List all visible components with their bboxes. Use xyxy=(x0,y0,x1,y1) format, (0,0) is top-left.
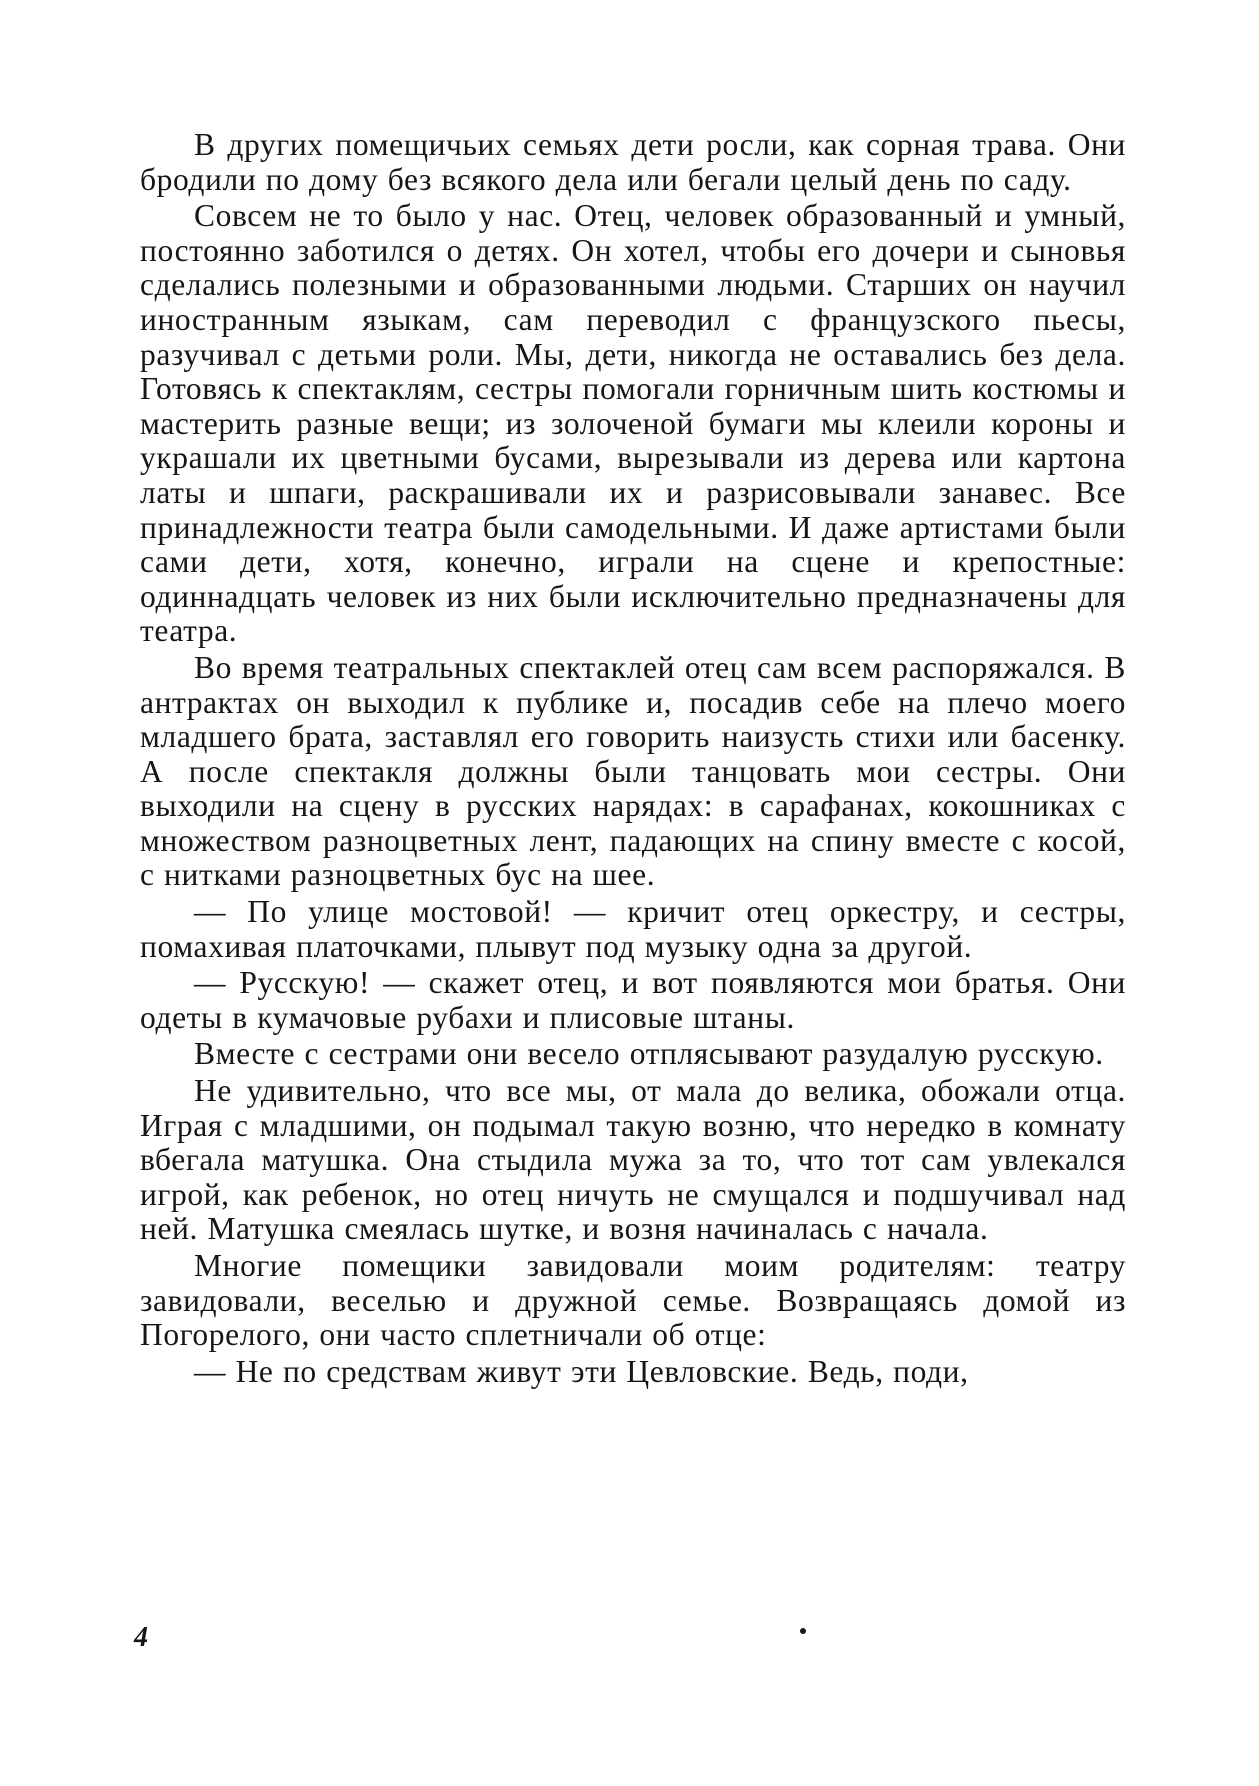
paragraph: — Не по средствам живут эти Цевловские. Ведь, поди, xyxy=(194,1353,969,1389)
paragraph: Совсем не то было у нас. Отец, человек образованный и умный, постоянно заботился о детях. Он хотел, чтобы его дочери и сыновья сделались полезными и образованными людьми. Старших он научил иностранным языкам, сам переводил с французского пьесы, разучивал с детьми роли. Мы, дети, никогда не оставались без дела. Готовясь к спектаклям, сестры помогали горничным шить костюмы и мастерить разные вещи; из золоченой бумаги мы клеили короны и украшали их цветными бусами, вырезывали из дерева или картона латы и шпаги, раскрашивали их и разрисовывали занавес. Все принадлежности театра были самодельными. И даже артистами были сами дети, хотя, конечно, играли на сцене и крепостные: одиннадцать человек из них были исключительно предназначены для театра. xyxy=(140,198,1126,649)
page-number: 4 xyxy=(134,1622,148,1653)
ink-dot xyxy=(800,1628,806,1634)
paragraph: — Русскую! — скажет отец, и вот появляются мои братья. Они одеты в кумачовые рубахи и плисовые штаны. xyxy=(140,965,1126,1035)
paragraph: Многие помещики завидовали моим родителям: театру завидовали, веселью и дружной семье. Возвращаясь домой из Погорелого, они часто сплетничали об отце: xyxy=(140,1248,1126,1353)
paragraph: Не удивительно, что все мы, от мала до велика, обожали отца. Играя с младшими, он подымал такую возню, что нередко в комнату вбегала матушка. Она стыдила мужа за то, что тот сам увлекался игрой, как ребенок, но отец ничуть не смущался и подшучивал над ней. Матушка смеялась шутке, и возня начиналась с начала. xyxy=(140,1073,1126,1247)
paragraph: Вместе с сестрами они весело отплясывают разудалую русскую. xyxy=(194,1036,1104,1072)
paragraph: — По улице мостовой! — кричит отец оркестру, и сестры, помахивая платочками, плывут под музыку одна за другой. xyxy=(140,894,1126,964)
paragraph: В других помещичьих семьях дети росли, как сорная трава. Они бродили по дому без всякого дела или бегали целый день по саду. xyxy=(140,127,1126,197)
page-text xyxy=(140,128,1126,1391)
paragraph: Во время театральных спектаклей отец сам всем распоряжался. В антрактах он выходил к публике и, посадив себе на плечо моего младшего брата, заставлял его говорить наизусть стихи или басенку. А после спектакля должны были танцовать мои сестры. Они выходили на сцену в русских нарядах: в сарафанах, кокошниках с множеством разноцветных лент, падающих на спину вместе с косой, с нитками разноцветных бус на шее. xyxy=(140,649,1126,893)
